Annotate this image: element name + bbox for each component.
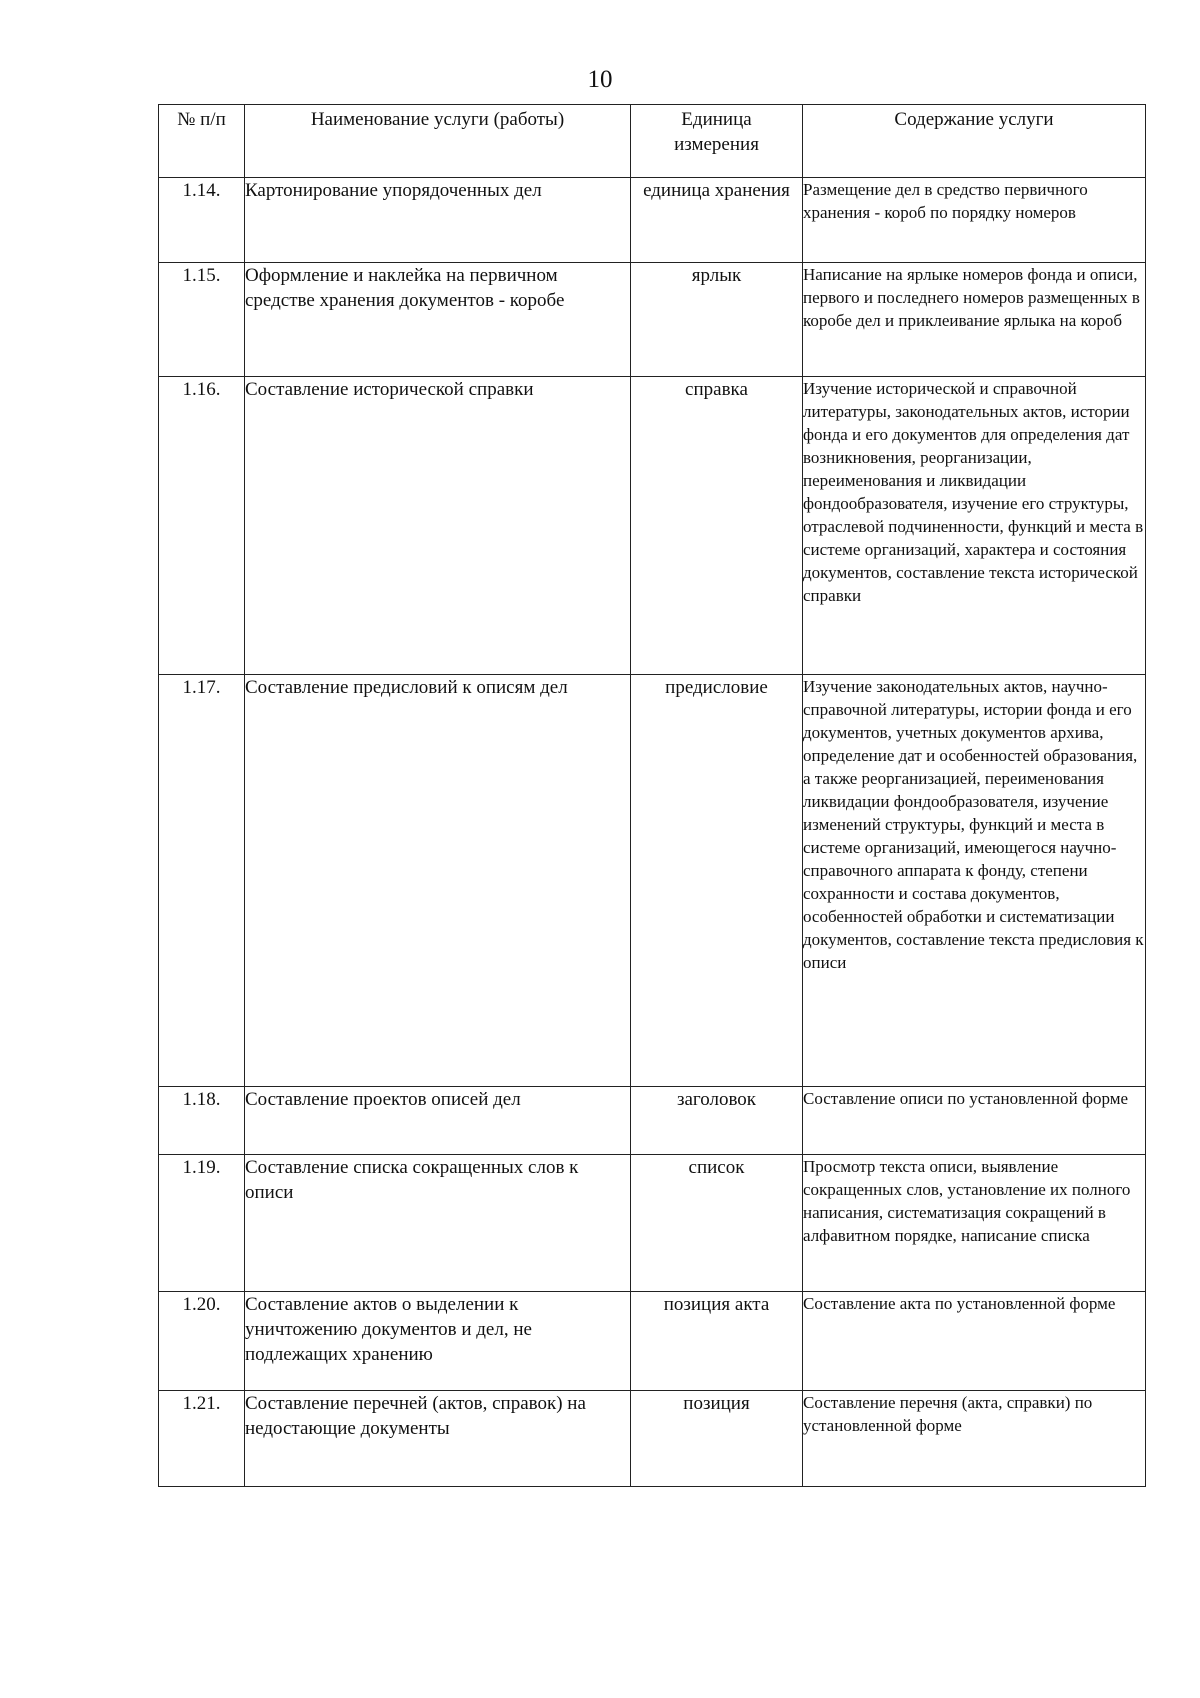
table-row	[159, 263, 1146, 377]
services-table	[158, 104, 1146, 1487]
table-header-row	[159, 105, 1146, 178]
row-num: 1.16.	[159, 377, 245, 675]
row-unit: позиция	[631, 1391, 803, 1487]
row-desc: Размещение дел в средство первичного хранения - короб по порядку номеров	[803, 178, 1146, 263]
header-name: Наименование услуги (работы)	[245, 105, 631, 178]
table-row	[159, 1391, 1146, 1487]
header-unit	[631, 105, 803, 178]
row-unit: ярлык	[631, 263, 803, 377]
header-unit-line2: измерения	[674, 134, 759, 155]
row-unit: справка	[631, 377, 803, 675]
table-row	[159, 377, 1146, 675]
row-name: Составление исторической справки	[245, 377, 631, 675]
row-desc: Просмотр текста описи, выявление сокращенных слов, установление их полного написания, систематизация сокращений в алфавитном порядке, написание списка	[803, 1155, 1146, 1292]
table-row	[159, 178, 1146, 263]
row-desc: Изучение законодательных актов, научно-справочной литературы, истории фонда и его документов, учетных документов архива, определение дат и особенностей образования, а также реорганизацией, переименования ликвидации фондообразователя, изучение изменений структуры, функций и места в системе организаций, имеющегося научно-справочного аппарата к фонду, степени сохранности и состава документов, особенностей обработки и систематизации документов, составление текста предисловия к описи	[803, 675, 1146, 1087]
row-desc: Составление акта по установленной форме	[803, 1292, 1146, 1391]
row-name: Составление проектов описей дел	[245, 1087, 631, 1155]
row-desc: Написание на ярлыке номеров фонда и описи, первого и последнего номеров размещенных в коробе дел и приклеивание ярлыка на короб	[803, 263, 1146, 377]
row-unit: заголовок	[631, 1087, 803, 1155]
row-name: Составление перечней (актов, справок) на недостающие документы	[245, 1391, 631, 1487]
header-num: № п/п	[159, 105, 245, 178]
table-row	[159, 1155, 1146, 1292]
row-num: 1.17.	[159, 675, 245, 1087]
row-desc: Составление описи по установленной форме	[803, 1087, 1146, 1155]
header-desc: Содержание услуги	[803, 105, 1146, 178]
page-number: 10	[587, 66, 613, 93]
row-unit: единица хранения	[631, 178, 803, 263]
row-desc: Изучение исторической и справочной литературы, законодательных актов, истории фонда и его документов для определения дат возникновения, реорганизации, переименования и ликвидации фондообразователя, изучение его структуры, отраслевой подчиненности, функций и места в системе организаций, характера и состояния документов, составление текста исторической справки	[803, 377, 1146, 675]
row-name: Составление актов о выделении к уничтожению документов и дел, не подлежащих хранению	[245, 1292, 631, 1391]
table-row	[159, 1087, 1146, 1155]
table-row	[159, 675, 1146, 1087]
row-desc: Составление перечня (акта, справки) по установленной форме	[803, 1391, 1146, 1487]
row-unit: позиция акта	[631, 1292, 803, 1391]
row-num: 1.15.	[159, 263, 245, 377]
row-name: Картонирование упорядоченных дел	[245, 178, 631, 263]
header-unit-line1: Единица	[681, 109, 752, 130]
row-num: 1.18.	[159, 1087, 245, 1155]
row-num: 1.14.	[159, 178, 245, 263]
row-num: 1.21.	[159, 1391, 245, 1487]
row-unit: список	[631, 1155, 803, 1292]
row-num: 1.20.	[159, 1292, 245, 1391]
row-name: Оформление и наклейка на первичном средстве хранения документов - коробе	[245, 263, 631, 377]
row-name: Составление предисловий к описям дел	[245, 675, 631, 1087]
table-row	[159, 1292, 1146, 1391]
row-name: Составление списка сокращенных слов к описи	[245, 1155, 631, 1292]
row-num: 1.19.	[159, 1155, 245, 1292]
row-unit: предисловие	[631, 675, 803, 1087]
